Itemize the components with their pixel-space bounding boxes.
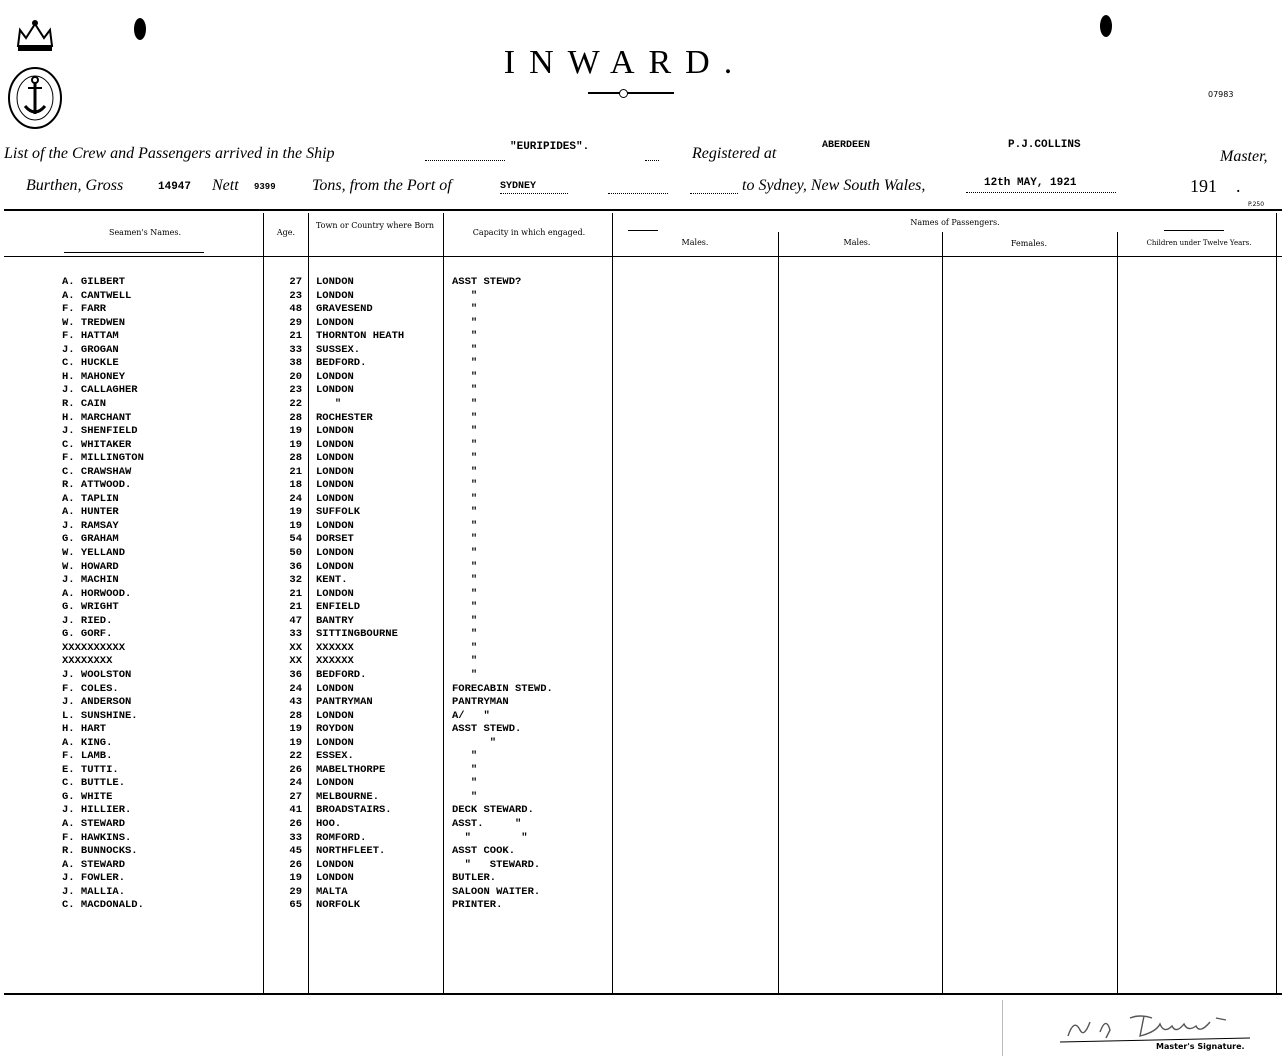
crew-town: DORSET [316, 533, 354, 546]
crew-age: 19 [289, 438, 302, 451]
crew-town: MABELTHORPE [316, 763, 386, 776]
table-row [0, 588, 620, 601]
crew-name: A. STEWARD [62, 858, 126, 871]
crew-name: J. GROGAN [62, 343, 119, 356]
table-row [0, 425, 620, 438]
crew-town: BEDFORD. [316, 357, 367, 370]
crew-name: J. RAMSAY [62, 519, 119, 532]
nett-label: Nett [212, 177, 239, 194]
crew-age: 47 [289, 614, 302, 627]
crew-age: 28 [289, 411, 302, 424]
table-row [0, 615, 620, 628]
table-row [0, 303, 620, 316]
crew-name: J. WOOLSTON [62, 668, 132, 681]
table-row [0, 886, 620, 899]
crew-age: 65 [289, 899, 302, 912]
crew-age: 19 [289, 736, 302, 749]
table-row [0, 899, 620, 912]
crew-capacity: " [452, 587, 478, 600]
table-row [0, 412, 620, 425]
crew-capacity: ASST. " [452, 818, 522, 830]
table-row [0, 777, 620, 790]
crew-name: L. SUNSHINE. [62, 709, 138, 722]
crew-town: LONDON [316, 438, 354, 451]
crew-town: XXXXXX [316, 641, 354, 654]
table-row [0, 547, 620, 560]
crew-age: 28 [289, 709, 302, 722]
crew-age: 43 [289, 696, 302, 709]
crew-capacity: " [452, 465, 478, 478]
header-females: Females. [1010, 239, 1048, 248]
crew-town: ROMFORD. [316, 831, 367, 844]
crew-town: GRAVESEND [316, 303, 373, 316]
crew-capacity: " [452, 736, 497, 749]
table-row [0, 493, 620, 506]
crew-name: R. ATTWOOD. [62, 479, 132, 492]
crew-name: F. COLES. [62, 682, 119, 695]
crew-town: LONDON [316, 479, 354, 492]
crew-age: 45 [289, 845, 302, 858]
crew-age: 19 [289, 519, 302, 532]
table-row [0, 628, 620, 641]
crew-town: LONDON [316, 560, 354, 573]
crew-town: " [316, 397, 342, 410]
crew-town: LONDON [316, 276, 354, 288]
col-line-right [1276, 213, 1277, 993]
port-dots-2 [608, 193, 668, 194]
table-row [0, 832, 620, 845]
crew-capacity: " [452, 750, 478, 763]
crew-capacity: " [452, 506, 478, 519]
crew-town: MALTA [316, 885, 348, 898]
crew-name: H. MAHONEY [62, 370, 126, 383]
crew-age: 19 [289, 872, 302, 885]
crew-name: C. WHITAKER [62, 438, 132, 451]
passengers-rule-left [628, 230, 658, 231]
list-prefix: List of the Crew and Passengers arrived in the Ship [4, 145, 335, 162]
crew-capacity: " [452, 452, 478, 465]
crew-name: H. MARCHANT [62, 411, 132, 424]
table-row [0, 384, 620, 397]
crew-age: XX [289, 655, 302, 668]
table-row [0, 452, 620, 465]
crew-capacity: " [452, 411, 478, 424]
ship-name: "EURIPIDES". [510, 141, 590, 153]
header-names-underline [64, 252, 204, 253]
crew-capacity: " [452, 438, 478, 451]
crew-capacity: " [452, 303, 478, 316]
crew-age: 29 [289, 885, 302, 898]
table-row [0, 344, 620, 357]
form-number: 07983 [1208, 90, 1234, 99]
table-row [0, 710, 620, 723]
crew-town: LONDON [316, 519, 354, 532]
crew-town: SITTINGBOURNE [316, 628, 398, 641]
crew-name: J. FOWLER. [62, 872, 126, 885]
date-dots [966, 192, 1116, 193]
registered-label: Registered at [692, 145, 777, 162]
crew-capacity: " [452, 425, 478, 438]
crew-age: 24 [289, 777, 302, 790]
crew-town: NORTHFLEET. [316, 845, 386, 858]
crew-town: BROADSTAIRS. [316, 804, 392, 817]
punch-hole-right [1100, 15, 1112, 37]
crew-capacity: " [452, 560, 478, 573]
crew-age: 21 [289, 330, 302, 343]
header-passengers: Names of Passengers. [910, 218, 1000, 227]
crew-capacity: " [452, 655, 478, 668]
crew-age: 33 [289, 831, 302, 844]
crew-name: J. MALLIA. [62, 885, 126, 898]
table-row [0, 683, 620, 696]
header-children: Children under Twelve Years. [1146, 239, 1252, 247]
table-row [0, 398, 620, 411]
crew-name: J. HILLIER. [62, 804, 132, 817]
table-row [0, 669, 620, 682]
crew-name: G. GORF. [62, 628, 113, 641]
crew-age: 48 [289, 303, 302, 316]
crew-town: LONDON [316, 452, 354, 465]
crew-name: G. GRAHAM [62, 533, 119, 546]
table-row [0, 737, 620, 750]
crew-age: 27 [289, 276, 302, 288]
year-period: . [1236, 176, 1241, 196]
crew-town: LONDON [316, 384, 354, 397]
crew-capacity: " " [452, 831, 528, 844]
crew-town: MELBOURNE. [316, 790, 380, 803]
crew-name: W. HOWARD [62, 560, 119, 573]
table-row [0, 520, 620, 533]
crew-town: LONDON [316, 316, 354, 329]
crew-town: ESSEX. [316, 750, 354, 763]
crew-age: 41 [289, 804, 302, 817]
crew-town: ROYDON [316, 723, 354, 736]
col-line-males-males [778, 232, 779, 993]
table-header-rule [4, 256, 1282, 257]
crew-age: 28 [289, 452, 302, 465]
crew-name: J. RIED. [62, 614, 113, 627]
small-mark: P.250 [1248, 201, 1265, 208]
table-row [0, 804, 620, 817]
crew-age: 36 [289, 560, 302, 573]
crew-capacity: A/ " [452, 709, 490, 722]
table-row [0, 466, 620, 479]
crew-capacity: " [452, 492, 478, 505]
crew-capacity: " [452, 790, 478, 803]
title-rule [588, 92, 674, 94]
crew-town: LONDON [316, 289, 354, 302]
table-row [0, 872, 620, 885]
crew-capacity: " [452, 777, 478, 790]
table-row [0, 330, 620, 343]
crew-town: BEDFORD. [316, 668, 367, 681]
crew-town: PANTRYMAN [316, 696, 373, 709]
crew-age: 24 [289, 682, 302, 695]
table-row [0, 764, 620, 777]
port-dots-3 [690, 193, 738, 194]
table-row [0, 750, 620, 763]
crew-capacity: " [452, 763, 478, 776]
crew-name: W. TREDWEN [62, 316, 126, 329]
crew-capacity: " [452, 574, 478, 587]
crew-town: LONDON [316, 587, 354, 600]
crew-age: 21 [289, 601, 302, 614]
crew-capacity: " [452, 614, 478, 627]
crew-name: A. KING. [62, 736, 113, 749]
nett-tons: 9399 [254, 182, 276, 192]
crew-name: G. WHITE [62, 790, 113, 803]
crew-town: LONDON [316, 465, 354, 478]
crew-town: BANTRY [316, 614, 354, 627]
crew-age: 33 [289, 628, 302, 641]
crew-town: KENT. [316, 574, 348, 587]
crew-capacity: " [452, 479, 478, 492]
crew-name: XXXXXXXX [62, 655, 113, 668]
crew-name: F. HAWKINS. [62, 831, 132, 844]
crew-town: LONDON [316, 370, 354, 383]
crew-name: C. CRAWSHAW [62, 465, 132, 478]
ship-dots-2 [645, 160, 659, 161]
crew-town: LONDON [316, 547, 354, 559]
crew-age: 27 [289, 790, 302, 803]
crew-capacity: " [452, 519, 478, 532]
crew-age: 24 [289, 492, 302, 505]
crew-name: G. WRIGHT [62, 601, 119, 614]
crew-capacity: " [452, 289, 478, 302]
crew-age: 19 [289, 425, 302, 438]
crew-age: 23 [289, 289, 302, 302]
crew-name: C. MACDONALD. [62, 899, 144, 912]
tons-from-label: Tons, from the Port of [312, 177, 452, 194]
table-row [0, 561, 620, 574]
crew-name: A. GILBERT [62, 276, 126, 288]
crew-age: 50 [289, 547, 302, 559]
crew-name: R. CAIN [62, 397, 107, 410]
crew-town: LONDON [316, 777, 354, 790]
crew-name: A. STEWARD [62, 818, 126, 830]
table-row [0, 723, 620, 736]
crew-name: J. SHENFIELD [62, 425, 138, 438]
table-row [0, 791, 620, 804]
crew-town: SUSSEX. [316, 343, 361, 356]
crew-age: 21 [289, 587, 302, 600]
crew-name: F. MILLINGTON [62, 452, 144, 465]
crew-age: 54 [289, 533, 302, 546]
crew-name: J. ANDERSON [62, 696, 132, 709]
registered-port: ABERDEEN [822, 140, 871, 151]
table-row [0, 601, 620, 614]
crew-capacity: " [452, 668, 478, 681]
crew-town: LONDON [316, 709, 354, 722]
crew-name: F. HATTAM [62, 330, 119, 343]
crew-town: LONDON [316, 736, 354, 749]
table-row [0, 357, 620, 370]
col-line-males-females [942, 232, 943, 993]
master-label: Master, [1220, 148, 1268, 165]
table-row [0, 276, 620, 289]
table-row [0, 439, 620, 452]
crew-town: LONDON [316, 872, 354, 885]
document-title: INWARD. [503, 44, 747, 81]
header-capacity: Capacity in which engaged. [472, 228, 586, 237]
crew-capacity: " [452, 533, 478, 546]
crew-town: LONDON [316, 425, 354, 438]
crew-town: ROCHESTER [316, 411, 373, 424]
crew-capacity: PANTRYMAN [452, 696, 509, 709]
table-row [0, 818, 620, 831]
crew-age: 26 [289, 763, 302, 776]
crew-name: F. FARR [62, 303, 107, 316]
crew-town: SUFFOLK [316, 506, 361, 519]
table-row [0, 845, 620, 858]
crew-capacity: " [452, 641, 478, 654]
crew-age: 38 [289, 357, 302, 370]
table-top-rule [4, 209, 1282, 211]
crew-capacity: " [452, 547, 478, 559]
crew-age: 20 [289, 370, 302, 383]
table-row [0, 696, 620, 709]
crew-age: 18 [289, 479, 302, 492]
crew-name: J. MACHIN [62, 574, 119, 587]
crew-age: 29 [289, 316, 302, 329]
signature-label: Master's Signature. [1156, 1042, 1245, 1051]
crew-capacity: " [452, 357, 478, 370]
crew-name: A. TAPLIN [62, 492, 119, 505]
arrival-date: 12th MAY, 1921 [984, 177, 1077, 189]
table-row [0, 642, 620, 655]
crew-capacity: PRINTER. [452, 899, 503, 912]
punch-hole-left [134, 18, 146, 40]
crew-age: 22 [289, 397, 302, 410]
crew-name: F. LAMB. [62, 750, 113, 763]
crew-age: 32 [289, 574, 302, 587]
table-row [0, 317, 620, 330]
crew-age: 36 [289, 668, 302, 681]
header-males-1: Males. [681, 238, 709, 247]
table-row [0, 506, 620, 519]
table-row [0, 479, 620, 492]
crew-capacity: BUTLER. [452, 872, 497, 885]
crew-age: 23 [289, 384, 302, 397]
table-row [0, 533, 620, 546]
crew-capacity: ASST STEWD? [452, 276, 522, 288]
table-row [0, 859, 620, 872]
destination-label: to Sydney, New South Wales, [742, 177, 926, 194]
crew-capacity: ASST COOK. [452, 845, 516, 858]
crew-name: J. CALLAGHER [62, 384, 138, 397]
crew-capacity: " [452, 397, 478, 410]
table-row [0, 655, 620, 668]
table-bottom-rule [4, 993, 1282, 995]
crew-name: XXXXXXXXXX [62, 641, 126, 654]
crew-name: C. HUCKLE [62, 357, 119, 370]
crew-name: A. HUNTER [62, 506, 119, 519]
table-row [0, 371, 620, 384]
crew-town: THORNTON HEATH [316, 330, 405, 343]
crew-capacity: ASST STEWD. [452, 723, 522, 736]
col-line-females-children [1117, 232, 1118, 993]
burthen-label: Burthen, Gross [26, 177, 124, 194]
crew-age: 26 [289, 818, 302, 830]
crew-town: HOO. [316, 818, 342, 830]
crew-town: ENFIELD [316, 601, 361, 614]
crew-name: H. HART [62, 723, 107, 736]
crew-age: XX [289, 641, 302, 654]
crew-capacity: " [452, 628, 478, 641]
crew-capacity: " [452, 370, 478, 383]
crew-capacity: " [452, 384, 478, 397]
crew-age: 19 [289, 506, 302, 519]
table-row [0, 290, 620, 303]
crew-capacity: FORECABIN STEWD. [452, 682, 553, 695]
crew-age: 22 [289, 750, 302, 763]
crew-age: 33 [289, 343, 302, 356]
crew-age: 21 [289, 465, 302, 478]
crew-name: R. BUNNOCKS. [62, 845, 138, 858]
gross-tons: 14947 [158, 181, 192, 193]
crew-capacity: " [452, 343, 478, 356]
crew-capacity: DECK STEWARD. [452, 804, 534, 817]
header-names: Seamen's Names. [108, 228, 182, 237]
header-town: Town or Country where Born [315, 221, 435, 230]
master-name: P.J.COLLINS [1008, 139, 1081, 151]
crew-town: XXXXXX [316, 655, 354, 668]
crew-capacity: " [452, 601, 478, 614]
table-row [0, 574, 620, 587]
crew-town: LONDON [316, 858, 354, 871]
crew-capacity: " [452, 316, 478, 329]
from-port: SYDNEY [500, 181, 537, 192]
crew-name: C. BUTTLE. [62, 777, 126, 790]
crew-town: LONDON [316, 492, 354, 505]
crew-town: LONDON [316, 682, 354, 695]
crew-age: 19 [289, 723, 302, 736]
header-males-2: Males. [843, 238, 871, 247]
ship-dots [425, 160, 505, 161]
crew-name: E. TUTTI. [62, 763, 119, 776]
header-age: Age. [276, 228, 296, 237]
year-prefix: 191 [1190, 176, 1217, 196]
title-ornament [619, 89, 628, 98]
passengers-rule-right [1164, 230, 1224, 231]
crew-capacity: " STEWARD. [452, 858, 541, 871]
crew-capacity: " [452, 330, 478, 343]
port-dots [500, 193, 568, 194]
crew-age: 26 [289, 858, 302, 871]
crew-name: W. YELLAND [62, 547, 126, 559]
crew-town: NORFOLK [316, 899, 361, 912]
crew-name: A. HORWOOD. [62, 587, 132, 600]
crew-capacity: SALOON WAITER. [452, 885, 541, 898]
crew-name: A. CANTWELL [62, 289, 132, 302]
